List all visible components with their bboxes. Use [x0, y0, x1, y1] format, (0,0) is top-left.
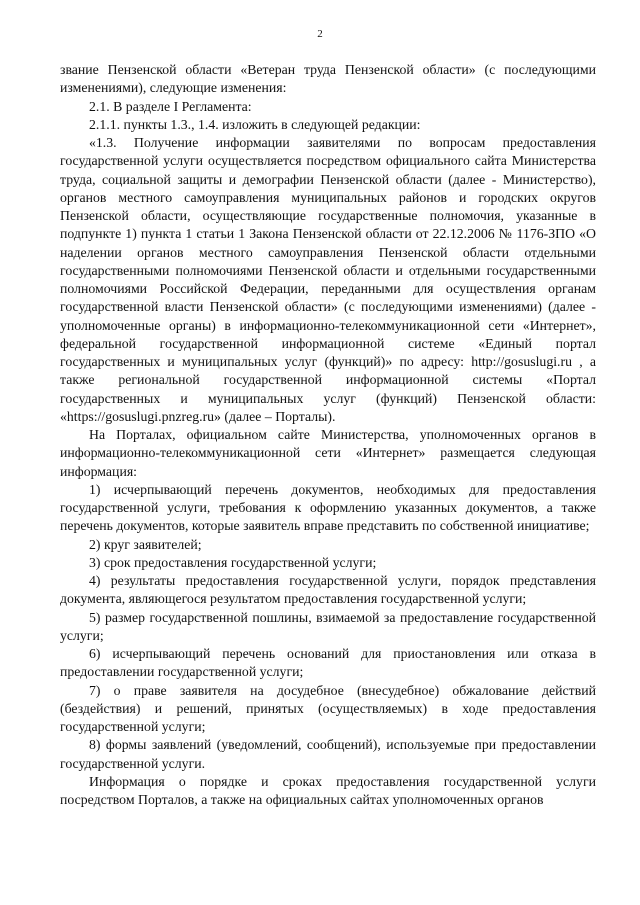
paragraph: 7) о праве заявителя на досудебное (внесудебное) обжалование действий (бездействия) и решений, принятых (осуществляемых) в ходе предоставления государственной услуги; [60, 682, 596, 734]
paragraph: 4) результаты предоставления государственной услуги, порядок представления документа, являющегося результатом предоставления государственной услуги; [60, 573, 596, 607]
paragraph: Информация о порядке и сроках предоставления государственной услуги посредством Порталов, а также на официальных сайтах уполномоченных органов [60, 773, 596, 807]
paragraph: 2.1.1. пункты 1.3., 1.4. изложить в следующей редакции: [89, 116, 421, 132]
paragraph: «1.3. Получение информации заявителями по вопросам предоставления государственной услуги осуществляется посредством официального сайта Министерства труда, социальной защиты и демографии Пензенской области (далее - Министерство), органов местного самоуправления муниципальных районов и городских округов Пензенской области, осуществляющие государственные полномочия, указанные в подпункте 1) пункта 1 статьи 1 Закона Пензенской области от 22.12.2006 № 1176-ЗПО «О наделении органов местного самоуправления Пензенской области отдельными государственными полномочиями Пензенской области и отдельными государственными полномочиями Российской Федерации, переданными для осуществления органам государственной власти Пензенской области» (с последующими изменениями) (далее - уполномоченные органы) в информационно-телекоммуникационной сети «Интернет», федеральной государственной информационной системе «Единый портал государственных и муниципальных услуг (функций)» по адресу: http://gosuslugi.ru , а также региональной государственной информационной системы «Портал государственных и муниципальных услуг (функций) Пензенской области: «https://gosuslugi.pnzreg.ru» (далее – Порталы). [60, 135, 596, 424]
paragraph: На Порталах, официальном сайте Министерства, уполномоченных органов в информационно-телекоммуникационной сети «Интернет» размещается следующая информация: [60, 427, 596, 479]
paragraph: 2) круг заявителей; [89, 536, 202, 552]
paragraph: 1) исчерпывающий перечень документов, необходимых для предоставления государственной услуги, требования к оформлению указанных документов, а также перечень документов, которые заявитель вправе представить по собственной инициативе; [60, 481, 596, 534]
paragraph: 2.1. В разделе I Регламента: [89, 98, 252, 114]
paragraph: 6) исчерпывающий перечень оснований для приостановления или отказа в предоставлении государственной услуги; [60, 646, 596, 680]
paragraph: 8) формы заявлений (уведомлений, сообщений), используемые при предоставлении государственной услуги. [60, 737, 596, 771]
paragraph: звание Пензенской области «Ветеран труда Пензенской области» (с последующими изменениями), следующие изменения: [60, 62, 596, 96]
page-number: 2 [317, 28, 323, 40]
paragraph: 5) размер государственной пошлины, взимаемой за предоставление государственной услуги; [60, 609, 596, 643]
paragraph: 3) срок предоставления государственной услуги; [89, 554, 377, 570]
document-body [60, 61, 596, 809]
